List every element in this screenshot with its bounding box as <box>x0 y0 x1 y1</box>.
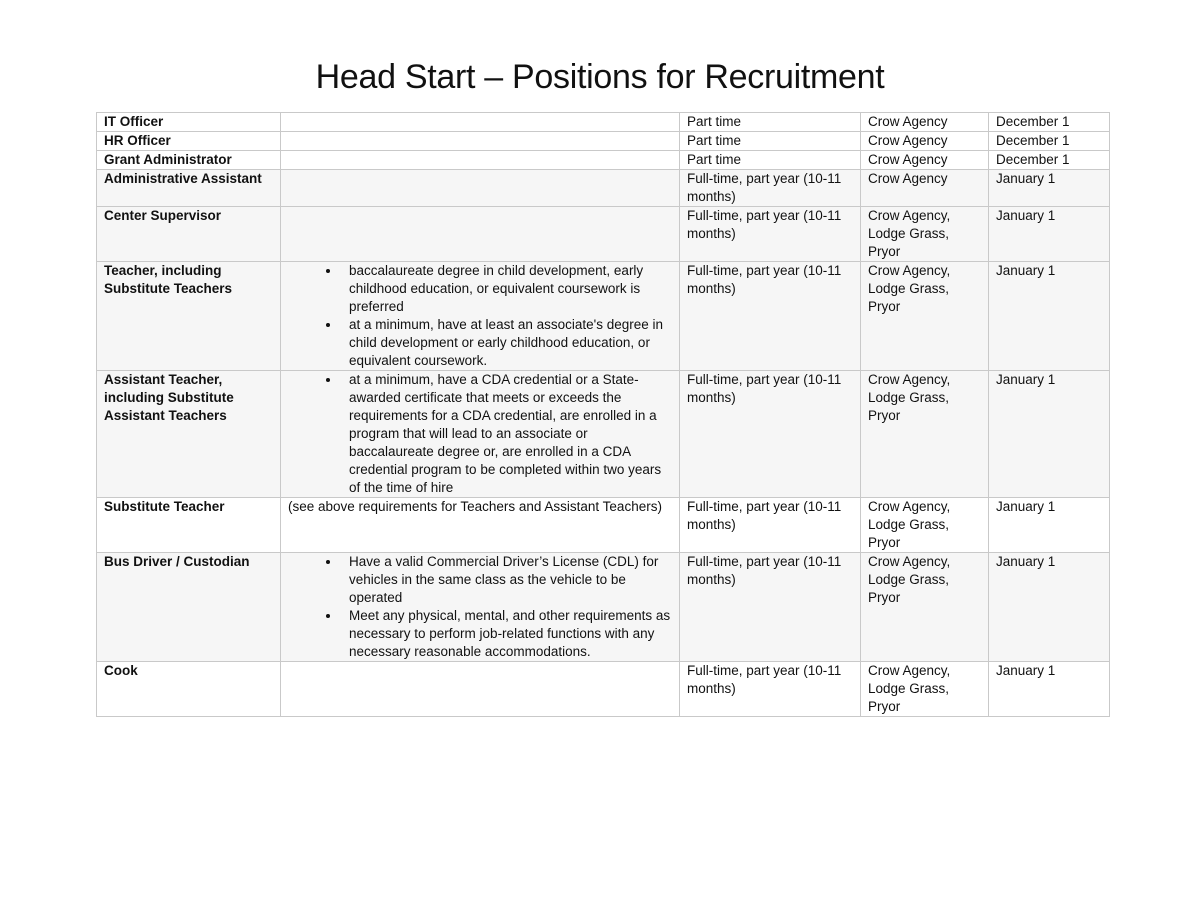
position-requirements <box>281 662 680 717</box>
position-title: HR Officer <box>97 132 281 151</box>
position-title: Center Supervisor <box>97 207 281 262</box>
position-title: Teacher, including Substitute Teachers <box>97 262 281 371</box>
position-requirements <box>281 553 680 662</box>
table-row <box>97 262 1110 371</box>
position-title: Cook <box>97 662 281 717</box>
employment-type: Full-time, part year (10-11 months) <box>680 498 861 553</box>
table-row <box>97 151 1110 170</box>
position-requirements <box>281 207 680 262</box>
table-row <box>97 170 1110 207</box>
table-row <box>97 662 1110 717</box>
location: Crow Agency, Lodge Grass, Pryor <box>861 662 989 717</box>
location: Crow Agency <box>861 132 989 151</box>
start-date: December 1 <box>989 132 1110 151</box>
location: Crow Agency <box>861 113 989 132</box>
location: Crow Agency <box>861 170 989 207</box>
location: Crow Agency, Lodge Grass, Pryor <box>861 207 989 262</box>
employment-type: Full-time, part year (10-11 months) <box>680 207 861 262</box>
position-requirements <box>281 262 680 371</box>
position-requirements <box>281 371 680 498</box>
start-date: January 1 <box>989 498 1110 553</box>
position-requirements <box>281 498 680 553</box>
start-date: December 1 <box>989 151 1110 170</box>
table-row <box>97 371 1110 498</box>
requirement-item: • at a minimum, have at least an associate's degree in child development or early childhood education, or equivalent coursework. <box>341 316 672 370</box>
start-date: January 1 <box>989 170 1110 207</box>
position-title: Substitute Teacher <box>97 498 281 553</box>
positions-table-body <box>97 113 1110 717</box>
position-title: Grant Administrator <box>97 151 281 170</box>
position-requirements <box>281 170 680 207</box>
position-title: Administrative Assistant <box>97 170 281 207</box>
position-title: IT Officer <box>97 113 281 132</box>
requirement-item: • Have a valid Commercial Driver’s License (CDL) for vehicles in the same class as the vehicle to be operated <box>341 553 672 607</box>
location: Crow Agency, Lodge Grass, Pryor <box>861 553 989 662</box>
start-date: January 1 <box>989 262 1110 371</box>
requirements-list <box>288 553 672 661</box>
start-date: January 1 <box>989 662 1110 717</box>
start-date: January 1 <box>989 371 1110 498</box>
employment-type: Part time <box>680 151 861 170</box>
position-requirements <box>281 151 680 170</box>
requirements-note: (see above requirements for Teachers and Assistant Teachers) <box>288 499 662 514</box>
page-title: Head Start – Positions for Recruitment <box>315 58 885 96</box>
position-title: Bus Driver / Custodian <box>97 553 281 662</box>
employment-type: Part time <box>680 113 861 132</box>
employment-type: Full-time, part year (10-11 months) <box>680 662 861 717</box>
employment-type: Full-time, part year (10-11 months) <box>680 371 861 498</box>
requirement-item: • baccalaureate degree in child development, early childhood education, or equivalent coursework is preferred <box>341 262 672 316</box>
table-row <box>97 113 1110 132</box>
table-row <box>97 132 1110 151</box>
location: Crow Agency, Lodge Grass, Pryor <box>861 371 989 498</box>
position-requirements <box>281 132 680 151</box>
start-date: January 1 <box>989 207 1110 262</box>
table-row <box>97 498 1110 553</box>
position-requirements <box>281 113 680 132</box>
requirement-item: • Meet any physical, mental, and other requirements as necessary to perform job-related functions with any necessary reasonable accommodations. <box>341 607 672 661</box>
employment-type: Full-time, part year (10-11 months) <box>680 553 861 662</box>
table-row <box>97 553 1110 662</box>
requirement-item: • at a minimum, have a CDA credential or a State-awarded certificate that meets or exceeds the requirements for a CDA credential, are enrolled in a program that will lead to an associate or baccalaureate degree or, are enrolled in a CDA credential program to be completed within two years of the time of hire <box>341 371 672 497</box>
position-title: Assistant Teacher, including Substitute Assistant Teachers <box>97 371 281 498</box>
location: Crow Agency, Lodge Grass, Pryor <box>861 262 989 371</box>
start-date: December 1 <box>989 113 1110 132</box>
requirements-list <box>288 262 672 370</box>
location: Crow Agency, Lodge Grass, Pryor <box>861 498 989 553</box>
employment-type: Full-time, part year (10-11 months) <box>680 262 861 371</box>
employment-type: Full-time, part year (10-11 months) <box>680 170 861 207</box>
table-row <box>97 207 1110 262</box>
start-date: January 1 <box>989 553 1110 662</box>
location: Crow Agency <box>861 151 989 170</box>
requirements-list <box>288 371 672 497</box>
positions-table <box>96 112 1110 717</box>
employment-type: Part time <box>680 132 861 151</box>
